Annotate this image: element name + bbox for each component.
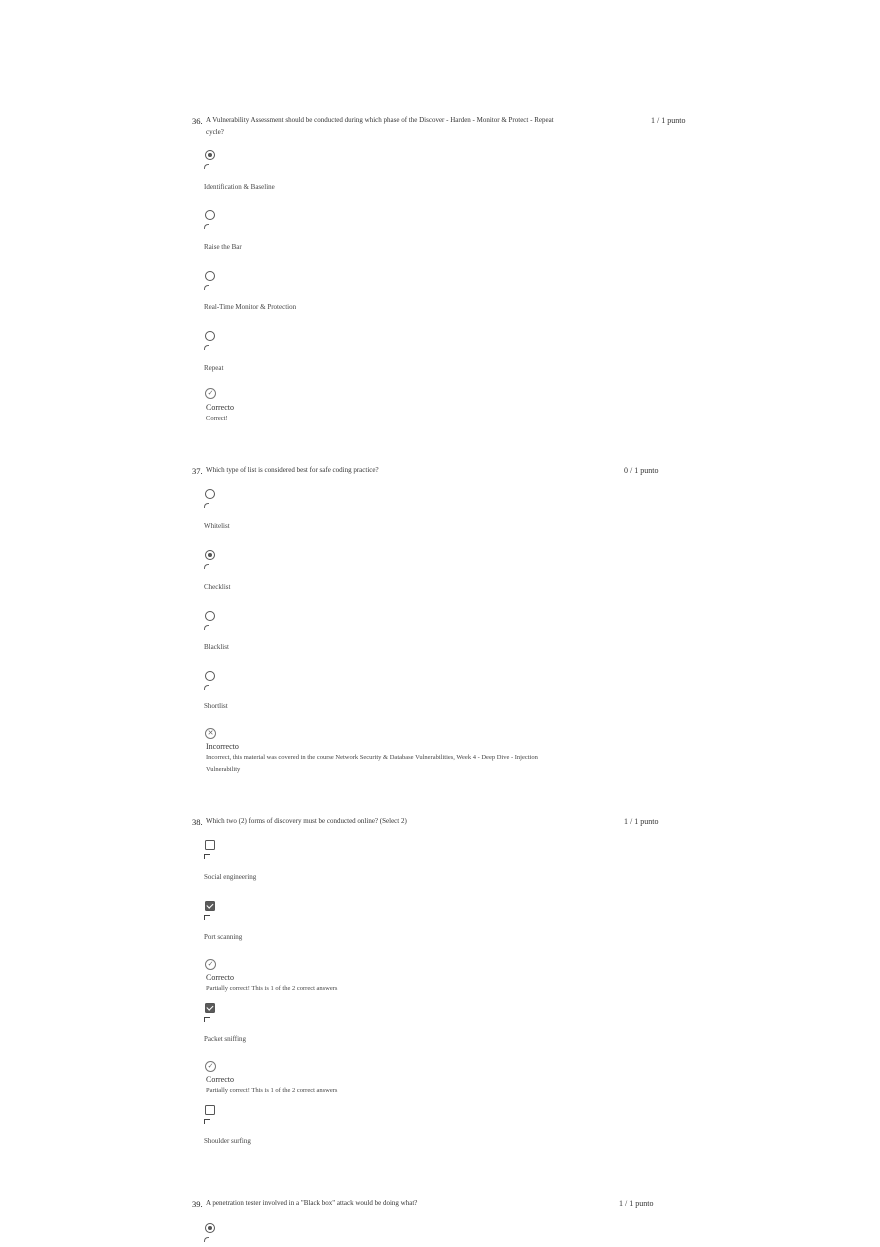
radio-marker-icon bbox=[204, 285, 209, 290]
option-label: Identification & Baseline bbox=[204, 183, 275, 191]
radio-marker-icon bbox=[204, 685, 209, 690]
option-label: Packet sniffing bbox=[204, 1035, 247, 1043]
question-number: 36. bbox=[192, 116, 203, 126]
radio-option[interactable] bbox=[205, 210, 215, 220]
question-text: Which type of list is considered best for safe coding practice? bbox=[206, 466, 379, 474]
radio-marker-icon bbox=[204, 564, 209, 569]
question-score: 1 / 1 punto bbox=[624, 817, 659, 826]
radio-marker-icon bbox=[204, 224, 209, 229]
option-label: Raise the Bar bbox=[204, 243, 242, 251]
checkbox-marker-icon bbox=[204, 854, 210, 859]
checkbox-option[interactable] bbox=[205, 840, 215, 850]
option-label: Checklist bbox=[204, 583, 231, 591]
checkbox-option-checked[interactable] bbox=[205, 1003, 215, 1013]
radio-option-selected[interactable] bbox=[205, 150, 215, 160]
radio-marker-icon bbox=[204, 503, 209, 508]
feedback-text: Incorrect, this material was covered in the course Network Security & Database Vulnerabilities, Week 4 - Deep Dive - Injection Vulnerability bbox=[206, 754, 538, 773]
radio-option[interactable] bbox=[205, 671, 215, 681]
option-label: Repeat bbox=[204, 364, 224, 372]
checkbox-option-checked[interactable] bbox=[205, 901, 215, 911]
option-label: Port scanning bbox=[204, 933, 243, 941]
checkbox-marker-icon bbox=[204, 915, 210, 920]
question-text: A penetration tester involved in a "Black box" attack would be doing what? bbox=[206, 1199, 418, 1207]
checkbox-option[interactable] bbox=[205, 1105, 215, 1115]
check-circle-icon: ✓ bbox=[205, 1061, 216, 1072]
feedback-title: Correcto bbox=[206, 403, 234, 412]
radio-option[interactable] bbox=[205, 271, 215, 281]
question-number: 39. bbox=[192, 1199, 203, 1209]
question-text: A Vulnerability Assessment should be conducted during which phase of the Discover - Harden - Monitor & Protect - Repeat cycle? bbox=[206, 116, 554, 136]
radio-marker-icon bbox=[204, 164, 209, 169]
x-circle-icon: ✕ bbox=[205, 728, 216, 739]
radio-marker-icon bbox=[204, 625, 209, 630]
option-label: Shoulder surfing bbox=[204, 1137, 251, 1145]
radio-marker-icon bbox=[204, 1237, 209, 1242]
radio-marker-icon bbox=[204, 345, 209, 350]
question-number: 37. bbox=[192, 466, 203, 476]
option-label: Shortlist bbox=[204, 702, 228, 710]
radio-option-selected[interactable] bbox=[205, 1223, 215, 1233]
question-score: 1 / 1 punto bbox=[651, 116, 686, 125]
feedback-title: Incorrecto bbox=[206, 742, 239, 751]
feedback-text: Correct! bbox=[206, 415, 228, 422]
check-circle-icon: ✓ bbox=[205, 959, 216, 970]
option-label: Social engineering bbox=[204, 873, 257, 881]
feedback-text: Partially correct! This is 1 of the 2 correct answers bbox=[206, 1087, 338, 1094]
checkbox-marker-icon bbox=[204, 1119, 210, 1124]
feedback-title: Correcto bbox=[206, 973, 234, 982]
option-label: Whitelist bbox=[204, 522, 230, 530]
checkbox-marker-icon bbox=[204, 1017, 210, 1022]
feedback-title: Correcto bbox=[206, 1075, 234, 1084]
question-score: 1 / 1 punto bbox=[619, 1199, 654, 1208]
radio-option[interactable] bbox=[205, 331, 215, 341]
radio-option-selected[interactable] bbox=[205, 550, 215, 560]
question-text: Which two (2) forms of discovery must be conducted online? (Select 2) bbox=[206, 817, 407, 825]
option-label: Real-Time Monitor & Protection bbox=[204, 303, 297, 311]
feedback-text: Partially correct! This is 1 of the 2 correct answers bbox=[206, 985, 338, 992]
radio-option[interactable] bbox=[205, 489, 215, 499]
question-number: 38. bbox=[192, 817, 203, 827]
question-score: 0 / 1 punto bbox=[624, 466, 659, 475]
check-circle-icon: ✓ bbox=[205, 388, 216, 399]
radio-option[interactable] bbox=[205, 611, 215, 621]
option-label: Blacklist bbox=[204, 643, 229, 651]
